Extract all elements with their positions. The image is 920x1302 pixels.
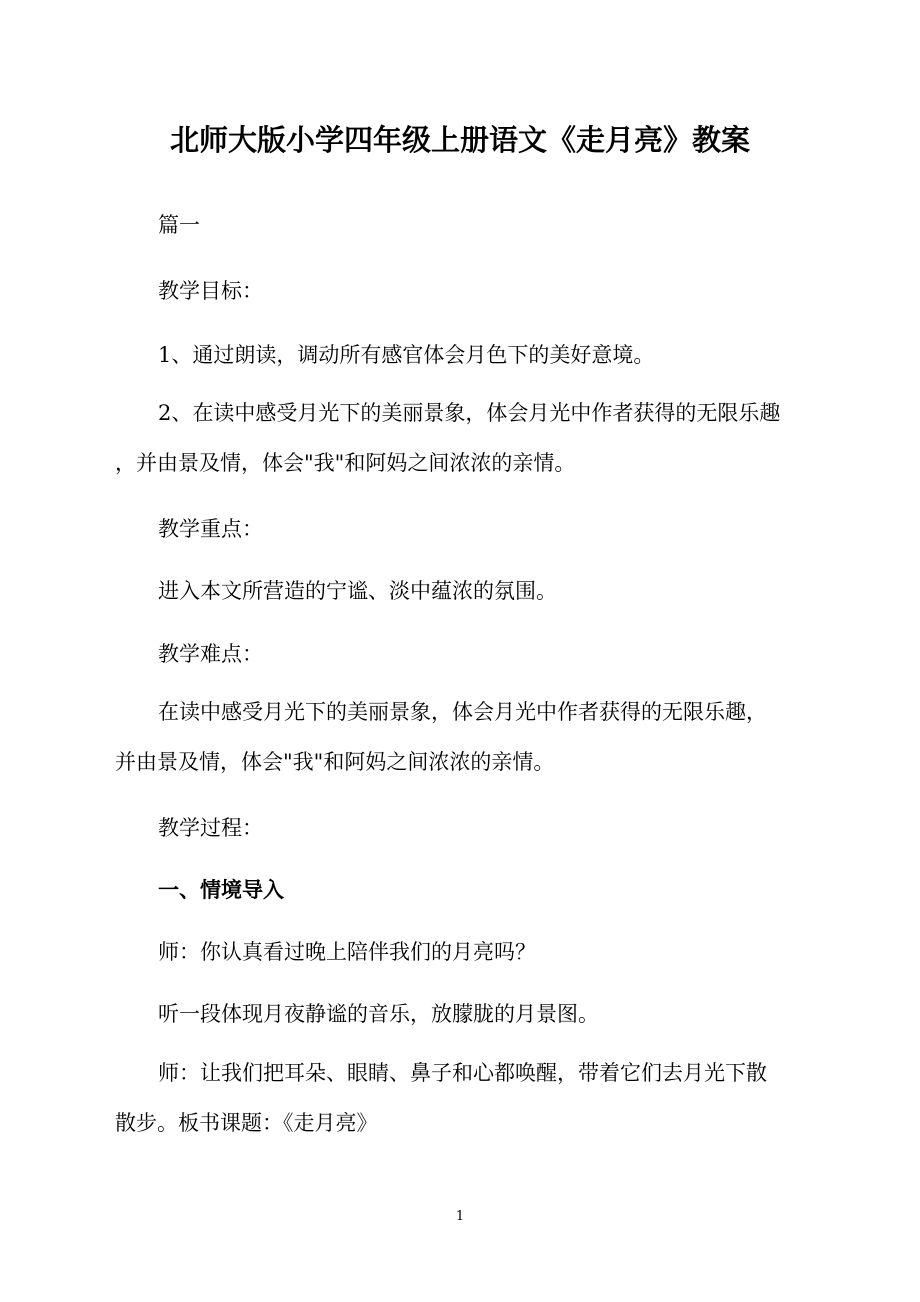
- difficulty-heading: 教学难点：: [158, 642, 263, 666]
- goal-2: [115, 388, 805, 488]
- key-point-text: 进入本文所营造的宁谧、淡中蕴浓的氛围。: [158, 579, 557, 603]
- section-label: 篇一: [158, 213, 200, 237]
- document-title: 北师大版小学四年级上册语文《走月亮》教案: [169, 123, 750, 157]
- goal-2-line-2: ，并由景及情，体会"我"和阿妈之间浓浓的亲情。: [115, 451, 576, 475]
- teacher-question: 师：你认真看过晚上陪伴我们的月亮吗？: [158, 940, 536, 964]
- process-heading: 教学过程：: [158, 816, 263, 840]
- difficulty-text: [115, 687, 805, 787]
- activity-text: 听一段体现月夜静谧的音乐，放朦胧的月景图。: [158, 1002, 599, 1026]
- teacher-prompt: [115, 1048, 805, 1148]
- key-point-heading: 教学重点：: [158, 517, 263, 541]
- teacher-prompt-line-1: 师：让我们把耳朵、眼睛、鼻子和心都唤醒，带着它们去月光下散: [158, 1061, 767, 1085]
- difficulty-line-1: 在读中感受月光下的美丽景象，体会月光中作者获得的无限乐趣，: [158, 700, 767, 724]
- page-number: 1: [455, 1209, 465, 1224]
- goals-heading: 教学目标：: [158, 279, 263, 303]
- difficulty-line-2: 并由景及情，体会"我"和阿妈之间浓浓的亲情。: [115, 750, 555, 774]
- teacher-prompt-line-2: 散步。板书课题：《走月亮》: [115, 1111, 378, 1135]
- goal-1: 1、通过朗读，调动所有感官体会月色下的美好意境。: [158, 343, 655, 367]
- step-1-heading: 一、情境导入: [158, 878, 284, 902]
- goal-2-line-1: 2、在读中感受月光下的美丽景象，体会月光中作者获得的无限乐趣: [158, 401, 781, 425]
